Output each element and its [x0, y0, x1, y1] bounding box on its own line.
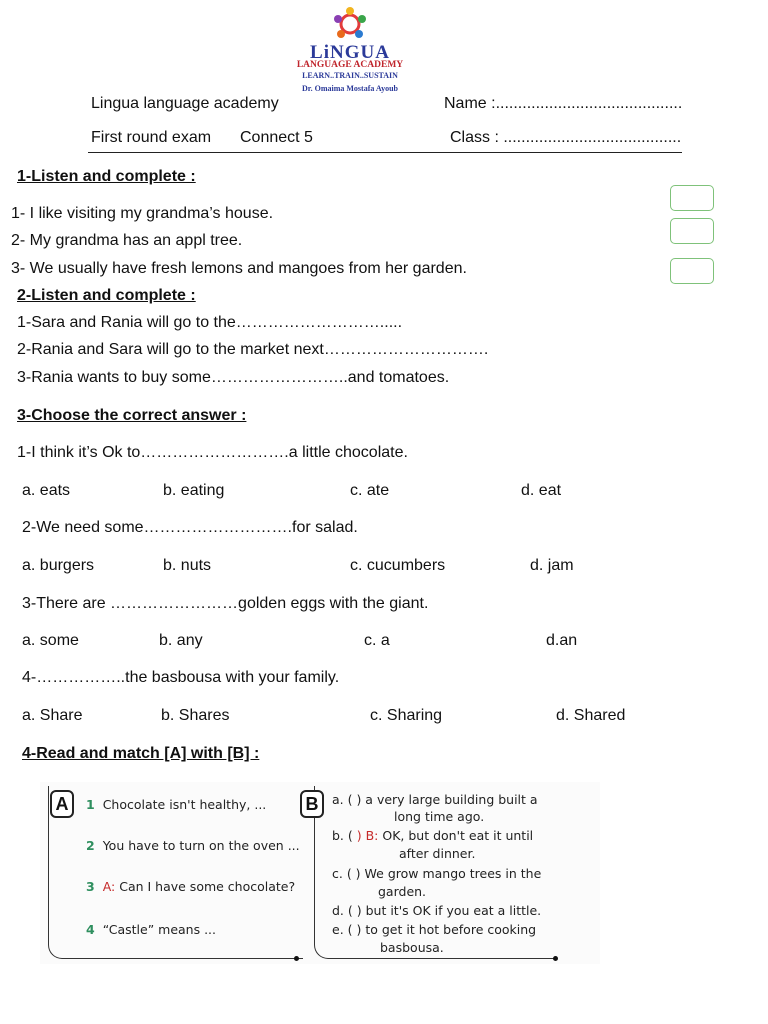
- section2-item[interactable]: 3-Rania wants to buy some……………………..and tomatoes.: [17, 369, 450, 386]
- answer-box[interactable]: [670, 258, 714, 284]
- column-a-item: 3 A: Can I have some chocolate?: [86, 879, 296, 894]
- book-title: Connect 5: [240, 129, 313, 146]
- column-b-item-cont: garden.: [378, 884, 427, 899]
- column-b-item: e. ( ) to get it hot before cooking: [332, 922, 537, 937]
- option-c[interactable]: c. ate: [350, 482, 390, 499]
- option-d[interactable]: d.an: [546, 632, 578, 649]
- section3-title: 3-Choose the correct answer :: [17, 407, 247, 424]
- column-b-item: b. ( ) B: OK, but don't eat it until: [332, 828, 534, 843]
- question-text: 3-There are ……………………golden eggs with the giant.: [22, 595, 429, 612]
- column-a-item: 4 “Castle” means ...: [86, 922, 217, 937]
- option-c[interactable]: c. cucumbers: [350, 557, 446, 574]
- option-b[interactable]: b. nuts: [163, 557, 212, 574]
- column-b-item: d. ( ) but it's OK if you eat a little.: [332, 903, 542, 918]
- class-field[interactable]: Class : ........................................: [450, 129, 682, 146]
- column-b-label: B: [300, 790, 324, 818]
- logo-name: LiNGUA: [310, 42, 390, 63]
- option-b[interactable]: b. eating: [163, 482, 225, 499]
- exam-title: First round exam: [91, 129, 212, 146]
- logo-author: Dr. Omaima Mostafa Ayoub: [302, 84, 398, 93]
- column-b-item-cont: long time ago.: [394, 809, 485, 824]
- option-c[interactable]: c. Sharing: [370, 707, 443, 724]
- column-b-item-cont: basbousa.: [380, 940, 444, 955]
- option-c[interactable]: c. a: [364, 632, 390, 649]
- section2-title: 2-Listen and complete :: [17, 287, 196, 304]
- question-text: 4-……………..the basbousa with your family.: [22, 669, 340, 686]
- option-d[interactable]: d. jam: [530, 557, 574, 574]
- logo-subtitle: LANGUAGE ACADEMY: [296, 60, 404, 70]
- column-a-label: A: [50, 790, 74, 818]
- column-b-item-cont: after dinner.: [399, 846, 476, 861]
- option-b[interactable]: b. any: [159, 632, 203, 649]
- option-b[interactable]: b. Shares: [161, 707, 230, 724]
- section1-item: 2- My grandma has an appl tree.: [11, 232, 243, 249]
- section1-item: 3- We usually have fresh lemons and mangoes from her garden.: [11, 260, 467, 277]
- section4-title: 4-Read and match [A] with [B] :: [22, 745, 260, 762]
- column-b-item: a. ( ) a very large building built a: [332, 792, 538, 807]
- option-a[interactable]: a. burgers: [22, 557, 95, 574]
- question-text: 1-I think it’s Ok to……………………….a little chocolate.: [17, 444, 408, 461]
- column-b-item: c. ( ) We grow mango trees in the: [332, 866, 542, 881]
- section1-item: 1- I like visiting my grandma’s house.: [11, 205, 274, 222]
- option-a[interactable]: a. Share: [22, 707, 83, 724]
- name-field[interactable]: Name :..........................................: [444, 95, 683, 112]
- match-figure: [40, 782, 600, 964]
- section1-title: 1-Listen and complete :: [17, 168, 196, 185]
- panel-corner-dot: [553, 956, 558, 961]
- section2-item[interactable]: 1-Sara and Rania will go to the……………………….....: [17, 314, 403, 331]
- column-a-item: 2 You have to turn on the oven ...: [86, 838, 300, 853]
- section2-item[interactable]: 2-Rania and Sara will go to the market next………………………….: [17, 341, 489, 358]
- column-a-item: 1 Chocolate isn't healthy, ...: [86, 797, 267, 812]
- option-a[interactable]: a. some: [22, 632, 79, 649]
- academy-name: Lingua language academy: [91, 95, 279, 112]
- panel-corner-dot: [294, 956, 299, 961]
- logo-slogan: LEARN..TRAIN..SUSTAIN: [302, 71, 398, 80]
- option-d[interactable]: d. Shared: [556, 707, 626, 724]
- option-a[interactable]: a. eats: [22, 482, 71, 499]
- option-d[interactable]: d. eat: [521, 482, 562, 499]
- question-text: 2-We need some……………………….for salad.: [22, 519, 358, 536]
- answer-box[interactable]: [670, 185, 714, 211]
- logo-people-icon: [332, 6, 368, 42]
- academy-logo: [290, 4, 410, 94]
- answer-box[interactable]: [670, 218, 714, 244]
- header-divider: [88, 152, 682, 153]
